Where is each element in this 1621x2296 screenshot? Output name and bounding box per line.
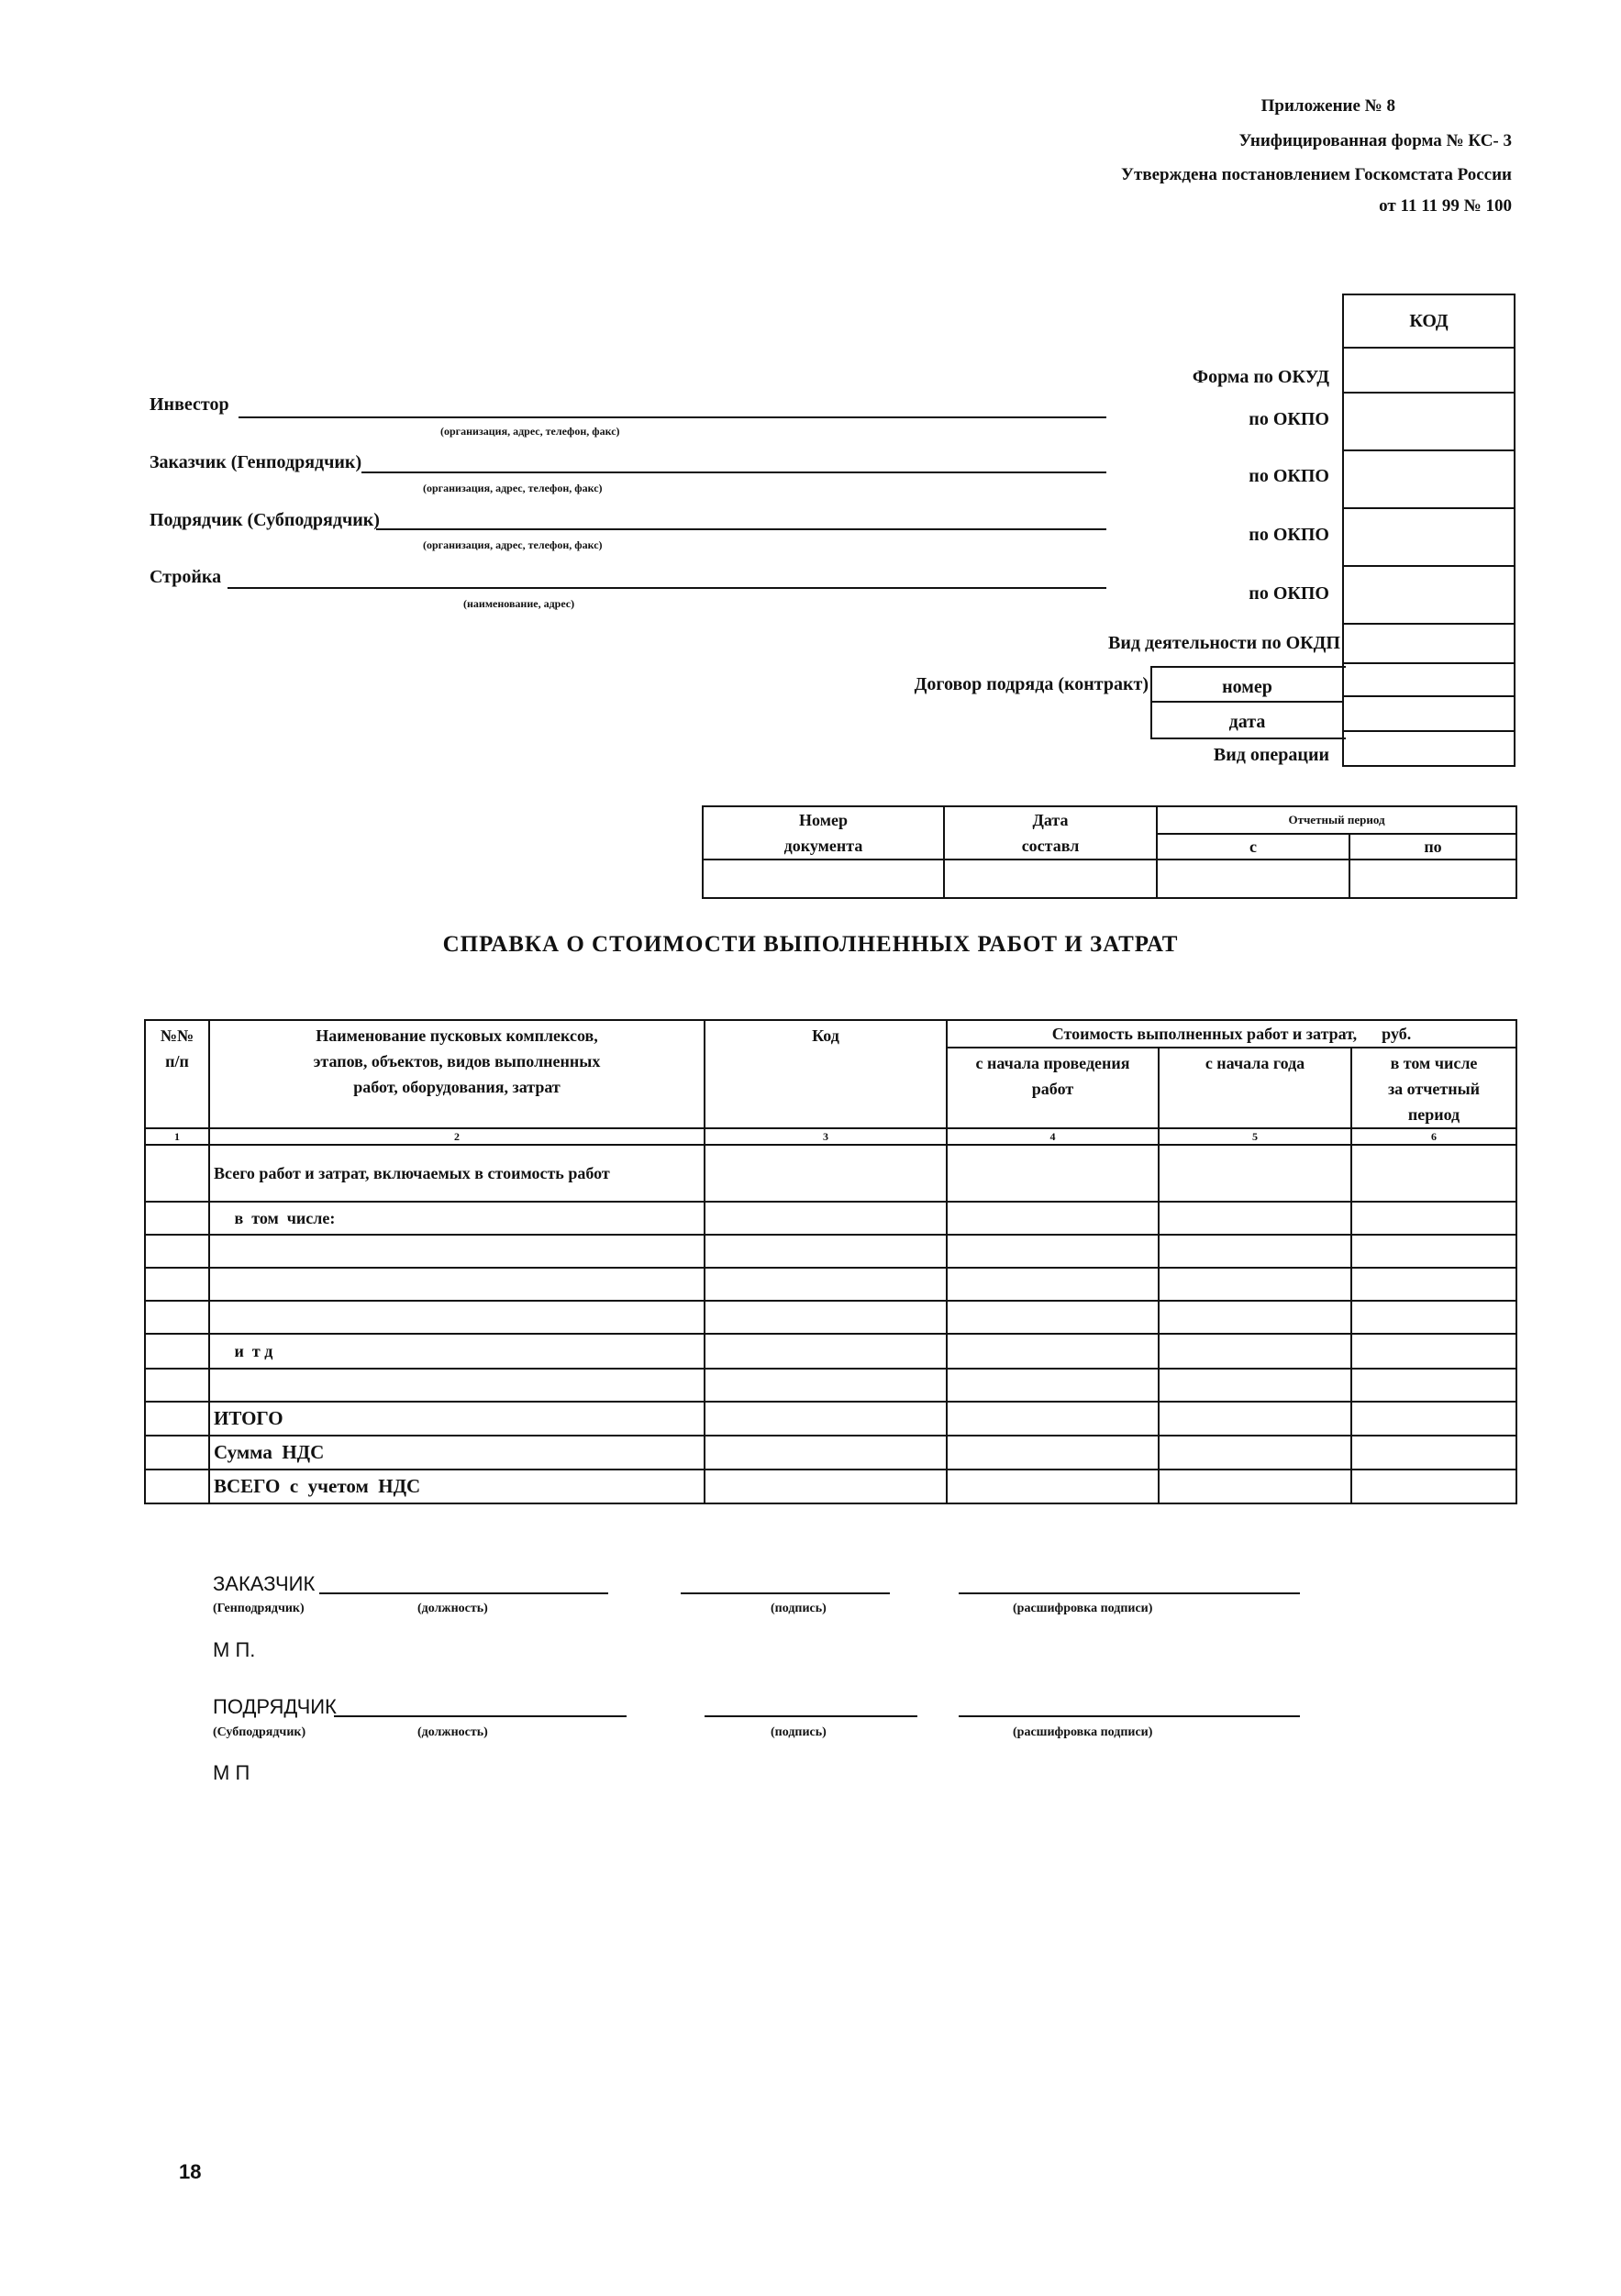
row-no-cell[interactable] bbox=[145, 1334, 209, 1369]
col-no-header-l2: п/п bbox=[165, 1052, 189, 1070]
row-code-cell[interactable] bbox=[705, 1369, 947, 1402]
col-period-header-l2: за отчетный bbox=[1387, 1080, 1481, 1098]
row-name-cell[interactable] bbox=[209, 1268, 705, 1301]
construction-line[interactable] bbox=[228, 587, 1106, 589]
code-table bbox=[1342, 294, 1516, 767]
approval-date: от 11 11 99 № 100 bbox=[1379, 196, 1512, 216]
table-row bbox=[145, 1470, 1516, 1503]
row-name-cell[interactable]: и т д bbox=[209, 1334, 705, 1369]
row-period-cell[interactable] bbox=[1351, 1301, 1516, 1334]
contractor-sign-label: ПОДРЯДЧИК bbox=[213, 1695, 337, 1718]
col-name-header-l2: этапов, объектов, видов выполненных bbox=[313, 1052, 601, 1070]
col-num-3: 3 bbox=[705, 1128, 947, 1145]
investor-label: Инвестор bbox=[150, 394, 229, 415]
period-from-cell[interactable] bbox=[1157, 860, 1349, 898]
contractor-line[interactable] bbox=[376, 528, 1106, 530]
doc-date-header-l1: Дата bbox=[1032, 811, 1069, 829]
doc-number-header bbox=[703, 806, 944, 860]
row-name-cell[interactable] bbox=[209, 1301, 705, 1334]
row-year-cell[interactable] bbox=[1159, 1402, 1351, 1436]
row-period-cell[interactable] bbox=[1351, 1334, 1516, 1369]
contractor-label: Подрядчик (Субподрядчик) bbox=[150, 510, 380, 530]
row-code-cell[interactable] bbox=[705, 1235, 947, 1268]
col-num-2: 2 bbox=[209, 1128, 705, 1145]
table-row bbox=[145, 1145, 1516, 1202]
table-row bbox=[145, 1436, 1516, 1470]
code-header: КОД bbox=[1343, 294, 1515, 348]
col-name-header-l3: работ, оборудования, затрат bbox=[353, 1078, 561, 1096]
table-row bbox=[145, 1369, 1516, 1402]
row-year-cell[interactable] bbox=[1159, 1436, 1351, 1470]
col-no-header bbox=[145, 1020, 209, 1128]
contract-number-cell[interactable] bbox=[1343, 663, 1515, 696]
appendix-label: Приложение № 8 bbox=[1260, 96, 1395, 116]
customer-sign-sub: (Генподрядчик) bbox=[213, 1602, 305, 1615]
customer-hint: (организация, адрес, телефон, факс) bbox=[423, 482, 603, 494]
row-name-cell[interactable]: Всего работ и затрат, включаемых в стоимость работ bbox=[209, 1145, 705, 1202]
row-code-cell[interactable] bbox=[705, 1145, 947, 1202]
row-start-cell[interactable] bbox=[947, 1235, 1159, 1268]
row-start-cell[interactable] bbox=[947, 1202, 1159, 1235]
contractor-sign-sub: (Субподрядчик) bbox=[213, 1725, 306, 1739]
table-row bbox=[145, 1202, 1516, 1235]
col-num-1: 1 bbox=[145, 1128, 209, 1145]
row-year-cell[interactable] bbox=[1159, 1470, 1351, 1503]
col-start-header bbox=[947, 1048, 1159, 1128]
row-no-cell[interactable] bbox=[145, 1268, 209, 1301]
row-year-cell[interactable] bbox=[1159, 1268, 1351, 1301]
investor-line[interactable] bbox=[239, 416, 1106, 418]
okpo-label-2: по ОКПО bbox=[1249, 466, 1329, 486]
row-period-cell[interactable] bbox=[1351, 1369, 1516, 1402]
table-row bbox=[145, 1334, 1516, 1369]
row-start-cell[interactable] bbox=[947, 1145, 1159, 1202]
col-start-header-l2: работ bbox=[1031, 1080, 1074, 1098]
row-start-cell[interactable] bbox=[947, 1369, 1159, 1402]
row-year-cell[interactable] bbox=[1159, 1145, 1351, 1202]
doc-date-cell[interactable] bbox=[944, 860, 1157, 898]
row-code-cell[interactable] bbox=[705, 1334, 947, 1369]
row-period-cell[interactable] bbox=[1351, 1235, 1516, 1268]
row-start-cell[interactable] bbox=[947, 1402, 1159, 1436]
row-no-cell[interactable] bbox=[145, 1301, 209, 1334]
okpo-label-4: по ОКПО bbox=[1249, 583, 1329, 604]
doc-number-cell[interactable] bbox=[703, 860, 944, 898]
col-num-4: 4 bbox=[947, 1128, 1159, 1145]
row-name-cell[interactable] bbox=[209, 1369, 705, 1402]
col-start-header-l1: с начала проведения bbox=[975, 1054, 1130, 1072]
row-start-cell[interactable] bbox=[947, 1301, 1159, 1334]
row-no-cell[interactable] bbox=[145, 1145, 209, 1202]
row-year-cell[interactable] bbox=[1159, 1202, 1351, 1235]
row-code-cell[interactable] bbox=[705, 1470, 947, 1503]
okdp-label: Вид деятельности по ОКДП bbox=[1108, 633, 1340, 653]
row-name-cell[interactable]: ИТОГО bbox=[209, 1402, 705, 1436]
customer-position-line[interactable] bbox=[319, 1592, 608, 1594]
row-year-cell[interactable] bbox=[1159, 1235, 1351, 1268]
row-period-cell[interactable] bbox=[1351, 1402, 1516, 1436]
row-year-cell[interactable] bbox=[1159, 1301, 1351, 1334]
table-row bbox=[145, 1301, 1516, 1334]
doc-number-header-l2: документа bbox=[783, 837, 863, 855]
construction-label: Стройка bbox=[150, 567, 222, 587]
row-no-cell[interactable] bbox=[145, 1202, 209, 1235]
row-period-cell[interactable] bbox=[1351, 1470, 1516, 1503]
contractor-position-caption: (должность) bbox=[417, 1725, 488, 1739]
col-num-5: 5 bbox=[1159, 1128, 1351, 1145]
customer-decode-line[interactable] bbox=[959, 1592, 1300, 1594]
doc-number-header-l1: Номер bbox=[799, 811, 848, 829]
okpo-label-1: по ОКПО bbox=[1249, 409, 1329, 429]
form-name: Унифицированная форма № КС- 3 bbox=[1238, 131, 1512, 150]
row-code-cell[interactable] bbox=[705, 1402, 947, 1436]
construction-hint: (наименование, адрес) bbox=[463, 597, 575, 610]
okpo-label-3: по ОКПО bbox=[1249, 525, 1329, 545]
row-period-cell[interactable] bbox=[1351, 1268, 1516, 1301]
contract-divider bbox=[1150, 701, 1344, 703]
row-period-cell[interactable] bbox=[1351, 1145, 1516, 1202]
col-num-6: 6 bbox=[1351, 1128, 1516, 1145]
cost-table bbox=[144, 1019, 1517, 1504]
row-no-cell[interactable] bbox=[145, 1402, 209, 1436]
contract-label: Договор подряда (контракт) bbox=[914, 674, 1149, 694]
row-code-cell[interactable] bbox=[705, 1301, 947, 1334]
row-no-cell[interactable] bbox=[145, 1470, 209, 1503]
customer-stamp: М П. bbox=[213, 1638, 256, 1661]
customer-sign-label: ЗАКАЗЧИК bbox=[213, 1572, 316, 1595]
table-row bbox=[145, 1402, 1516, 1436]
row-name-cell[interactable] bbox=[209, 1235, 705, 1268]
customer-line[interactable] bbox=[361, 471, 1106, 473]
code-okdp-cell[interactable] bbox=[1343, 624, 1515, 663]
doc-date-header bbox=[944, 806, 1157, 860]
row-start-cell[interactable] bbox=[947, 1436, 1159, 1470]
approval-text: Утверждена постановлением Госкомстата России bbox=[1121, 165, 1512, 184]
code-okpo-cell-2[interactable] bbox=[1343, 450, 1515, 508]
row-start-cell[interactable] bbox=[947, 1268, 1159, 1301]
doc-date-header-l2: составл bbox=[1021, 837, 1080, 855]
contractor-position-line[interactable] bbox=[334, 1715, 627, 1717]
contract-number-label: номер bbox=[1222, 677, 1272, 697]
col-year-header: с начала года bbox=[1159, 1048, 1351, 1128]
row-code-cell[interactable] bbox=[705, 1436, 947, 1470]
contract-date-cell[interactable] bbox=[1343, 696, 1515, 731]
row-start-cell[interactable] bbox=[947, 1334, 1159, 1369]
row-start-cell[interactable] bbox=[947, 1470, 1159, 1503]
contract-date-label: дата bbox=[1228, 712, 1266, 732]
customer-signature-line[interactable] bbox=[681, 1592, 890, 1594]
doc-number-table bbox=[702, 805, 1517, 899]
okud-label: Форма по ОКУД bbox=[1192, 367, 1329, 387]
row-code-cell[interactable] bbox=[705, 1202, 947, 1235]
operation-label: Вид операции bbox=[1213, 745, 1329, 765]
code-okpo-cell-3[interactable] bbox=[1343, 508, 1515, 566]
contractor-decode-caption: (расшифровка подписи) bbox=[1013, 1725, 1153, 1739]
row-no-cell[interactable] bbox=[145, 1436, 209, 1470]
col-cost-header: Стоимость выполненных работ и затрат, руб. bbox=[947, 1020, 1516, 1048]
row-code-cell[interactable] bbox=[705, 1268, 947, 1301]
row-year-cell[interactable] bbox=[1159, 1369, 1351, 1402]
row-no-cell[interactable] bbox=[145, 1369, 209, 1402]
period-to-cell[interactable] bbox=[1349, 860, 1516, 898]
table-row bbox=[145, 1268, 1516, 1301]
code-okud-cell[interactable] bbox=[1343, 348, 1515, 393]
customer-signature-caption: (подпись) bbox=[771, 1602, 827, 1615]
code-okpo-cell-4[interactable] bbox=[1343, 566, 1515, 624]
col-code-header: Код bbox=[705, 1020, 947, 1128]
col-period-header-l1: в том числе bbox=[1390, 1054, 1478, 1072]
row-name-cell[interactable]: Сумма НДС bbox=[209, 1436, 705, 1470]
row-period-cell[interactable] bbox=[1351, 1436, 1516, 1470]
period-header: Отчетный период bbox=[1157, 806, 1516, 834]
row-name-cell[interactable]: в том числе: bbox=[209, 1202, 705, 1235]
contractor-signature-line[interactable] bbox=[705, 1715, 917, 1717]
code-okpo-cell-1[interactable] bbox=[1343, 393, 1515, 450]
period-from-header: с bbox=[1157, 834, 1349, 860]
page-number: 18 bbox=[179, 2160, 202, 2183]
contractor-stamp: М П bbox=[213, 1761, 250, 1784]
col-period-header bbox=[1351, 1048, 1516, 1128]
operation-cell[interactable] bbox=[1343, 731, 1515, 766]
document-title: СПРАВКА О СТОИМОСТИ ВЫПОЛНЕННЫХ РАБОТ И ЗАТРАТ bbox=[442, 932, 1179, 957]
period-to-header: по bbox=[1349, 834, 1516, 860]
contractor-signature-caption: (подпись) bbox=[771, 1725, 827, 1739]
row-no-cell[interactable] bbox=[145, 1235, 209, 1268]
customer-decode-caption: (расшифровка подписи) bbox=[1013, 1602, 1153, 1615]
contractor-hint: (организация, адрес, телефон, факс) bbox=[423, 538, 603, 551]
col-no-header-l1: №№ bbox=[160, 1026, 194, 1045]
investor-hint: (организация, адрес, телефон, факс) bbox=[440, 425, 620, 438]
col-name-header-l1: Наименование пусковых комплексов, bbox=[316, 1026, 598, 1045]
row-name-cell[interactable]: ВСЕГО с учетом НДС bbox=[209, 1470, 705, 1503]
col-name-header bbox=[209, 1020, 705, 1128]
row-year-cell[interactable] bbox=[1159, 1334, 1351, 1369]
table-row bbox=[145, 1235, 1516, 1268]
contractor-decode-line[interactable] bbox=[959, 1715, 1300, 1717]
customer-position-caption: (должность) bbox=[417, 1602, 488, 1615]
row-period-cell[interactable] bbox=[1351, 1202, 1516, 1235]
col-period-header-l3: период bbox=[1407, 1105, 1460, 1124]
customer-label: Заказчик (Генподрядчик) bbox=[150, 452, 362, 472]
